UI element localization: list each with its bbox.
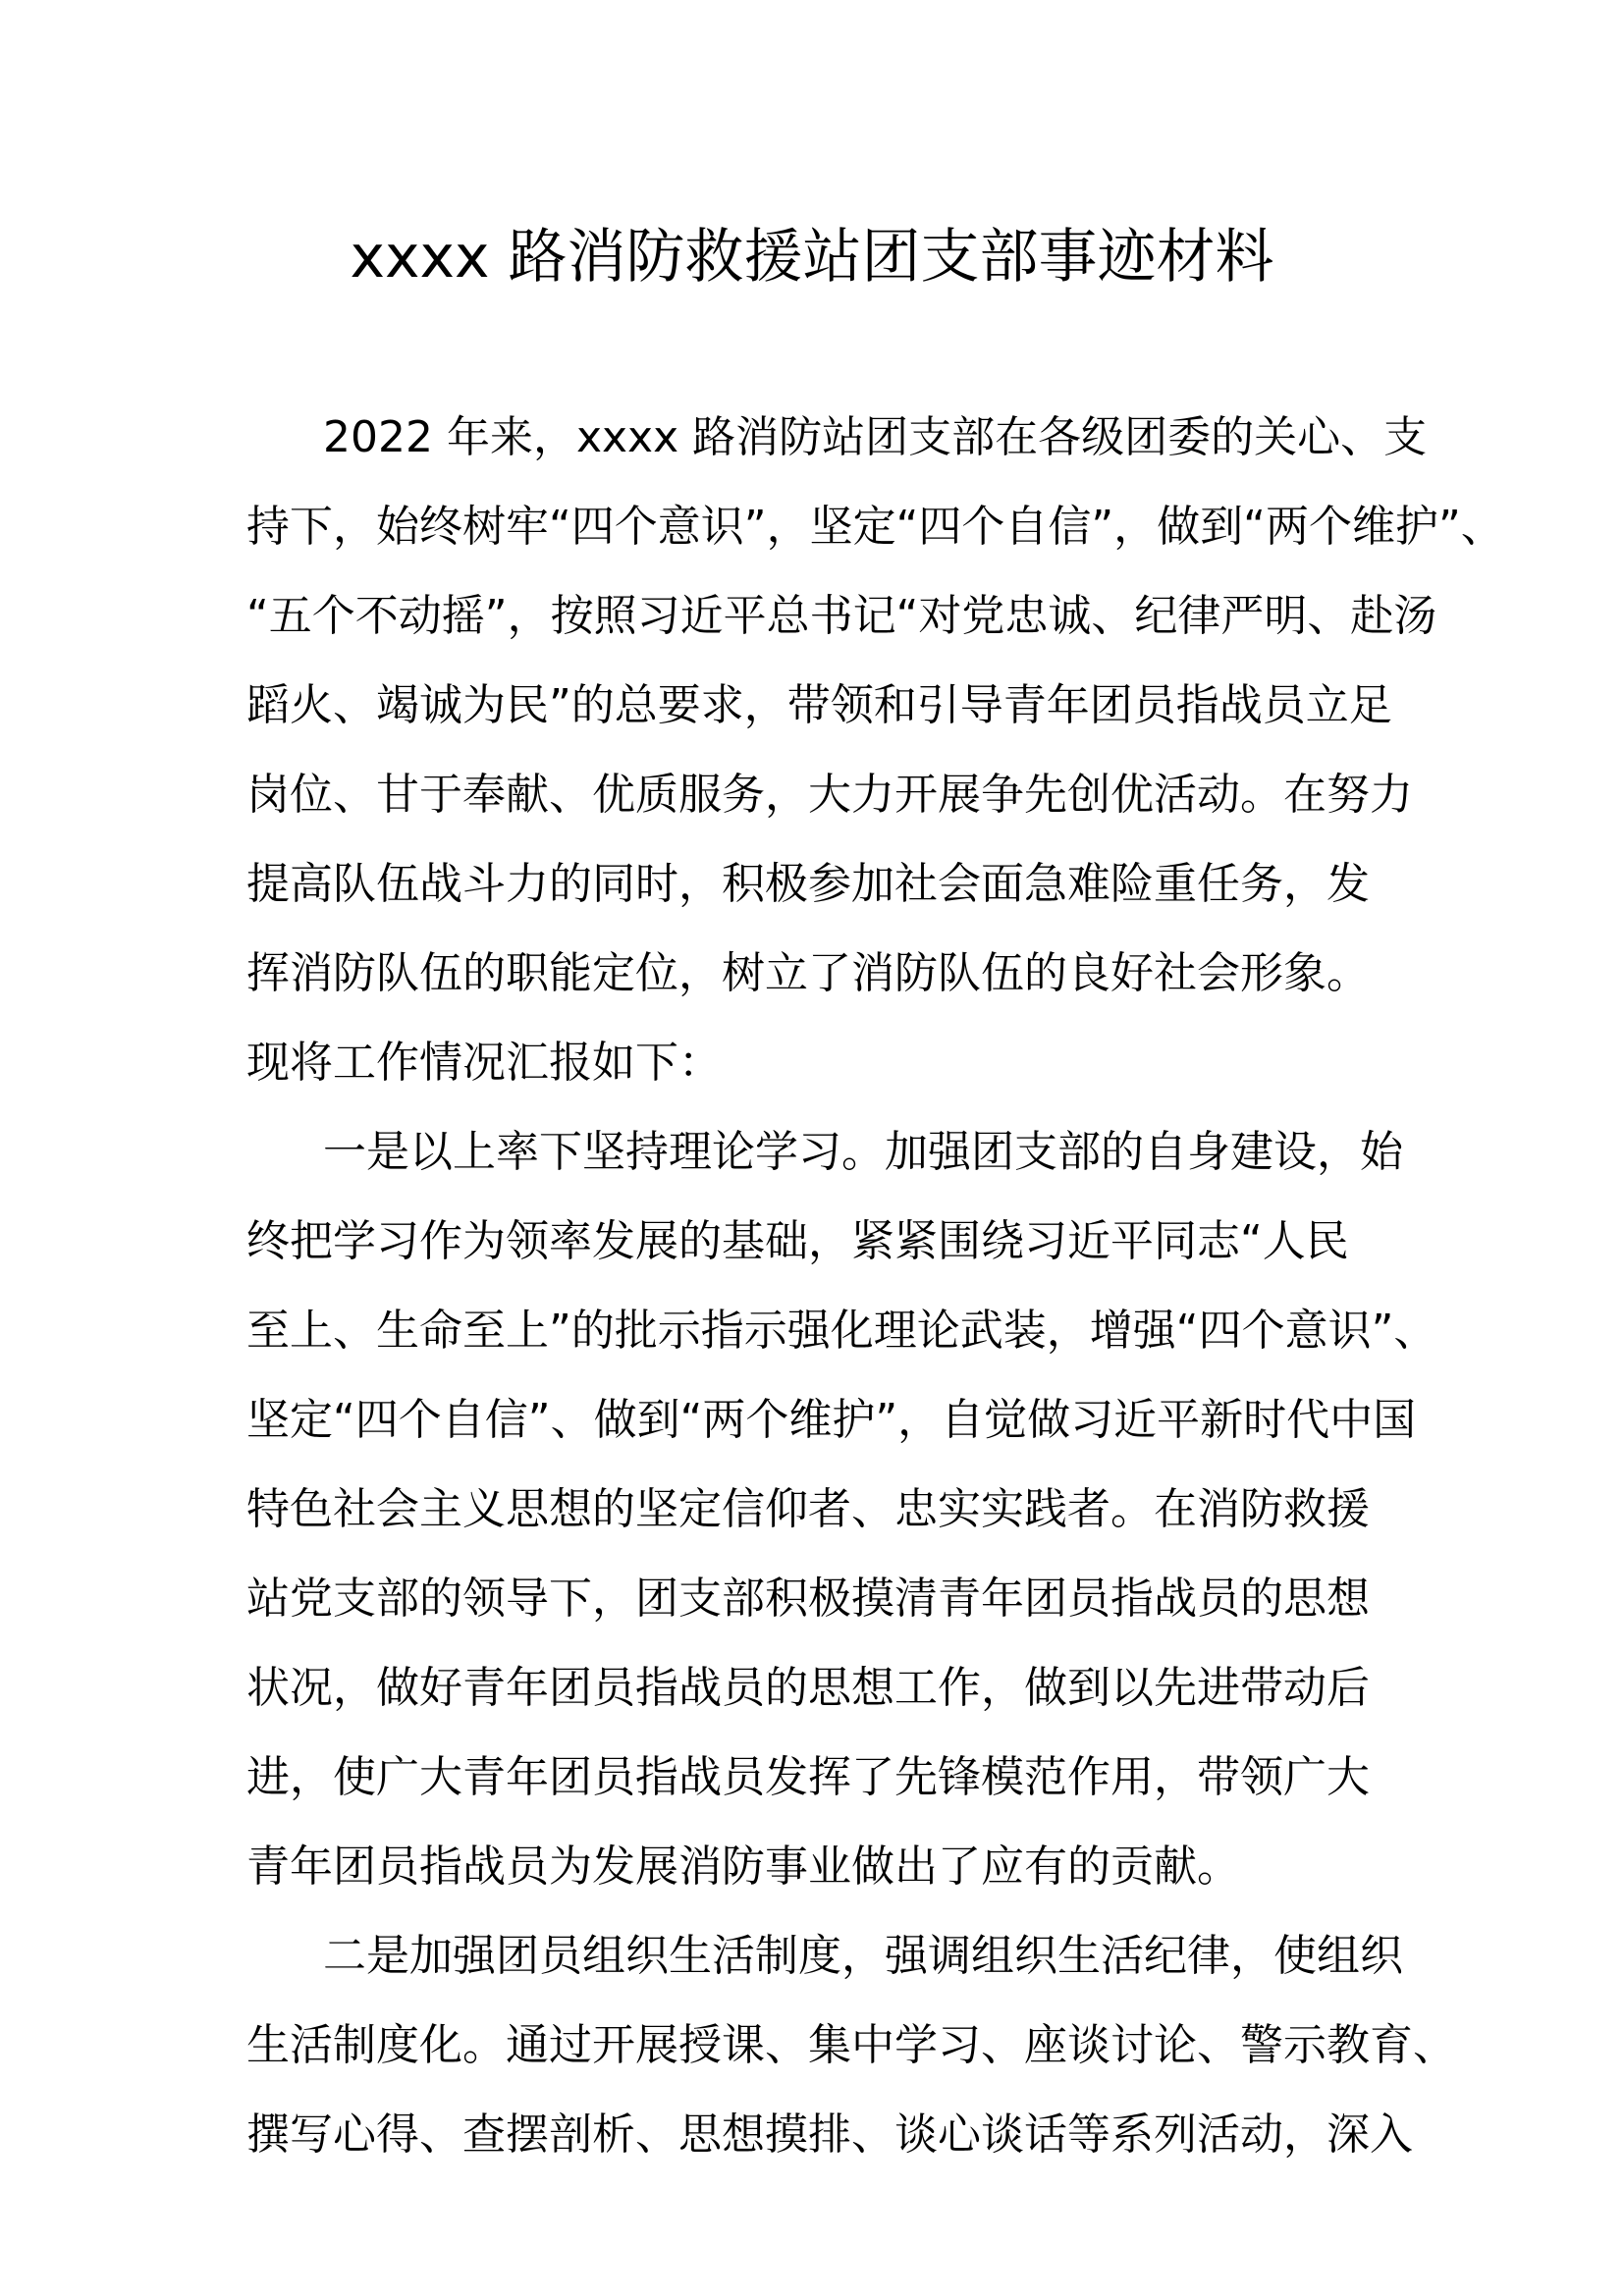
paragraph-line: 挥消防队伍的职能定位，树立了消防队伍的良好社会形象。 — [246, 948, 1370, 998]
paragraph-line: 蹈火、竭诚为民”的总要求，带领和引导青年团员指战员立足 — [246, 680, 1392, 730]
paragraph-line: 状况，做好青年团员指战员的思想工作，做到以先进带动后 — [246, 1663, 1370, 1713]
paragraph-line: 2022 年来，xxxx 路消防站团支部在各级团委的关心、支 — [323, 412, 1428, 462]
paragraph-line: 特色社会主义思想的坚定信仰者、忠实实践者。在消防救援 — [246, 1484, 1370, 1534]
paragraph-line: 现将工作情况汇报如下： — [246, 1038, 722, 1088]
paragraph-line: 至上、生命至上”的批示指示强化理论武装，增强“四个意识”、 — [246, 1306, 1437, 1356]
paragraph-line: 青年团员指战员为发展消防事业做出了应有的贡献。 — [246, 1842, 1240, 1892]
paragraph-line: 撰写心得、查摆剖析、思想摸排、谈心谈话等系列活动，深入 — [246, 2109, 1413, 2160]
paragraph-line: 站党支部的领导下，团支部积极摸清青年团员指战员的思想 — [246, 1574, 1370, 1624]
paragraph-line: 持下，始终树牢“四个意识”，坚定“四个自信”，做到“两个维护”、 — [246, 502, 1504, 552]
paragraph-line: 提高队伍战斗力的同时，积极参加社会面急难险重任务，发 — [246, 859, 1370, 909]
paragraph-line: “五个不动摇”，按照习近平总书记“对党忠诚、纪律严明、赴汤 — [246, 591, 1437, 641]
paragraph-line: 坚定“四个自信”、做到“两个维护”，自觉做习近平新时代中国 — [246, 1395, 1417, 1445]
document-title: xxxx 路消防救援站团支部事迹材料 — [350, 223, 1274, 292]
paragraph-line: 岗位、甘于奉献、优质服务，大力开展争先创优活动。在努力 — [246, 770, 1413, 820]
paragraph-line: 一是以上率下坚持理论学习。加强团支部的自身建设，始 — [323, 1127, 1403, 1177]
paragraph-line: 进，使广大青年团员指战员发挥了先锋模范作用，带领广大 — [246, 1752, 1370, 1802]
paragraph-line: 终把学习作为领率发展的基础，紧紧围绕习近平同志“人民 — [246, 1216, 1349, 1266]
paragraph-line: 二是加强团员组织生活制度，强调组织生活纪律，使组织 — [323, 1931, 1403, 1981]
document-body — [246, 393, 1504, 2179]
paragraph-line: 生活制度化。通过开展授课、集中学习、座谈讨论、警示教育、 — [246, 2020, 1456, 2070]
